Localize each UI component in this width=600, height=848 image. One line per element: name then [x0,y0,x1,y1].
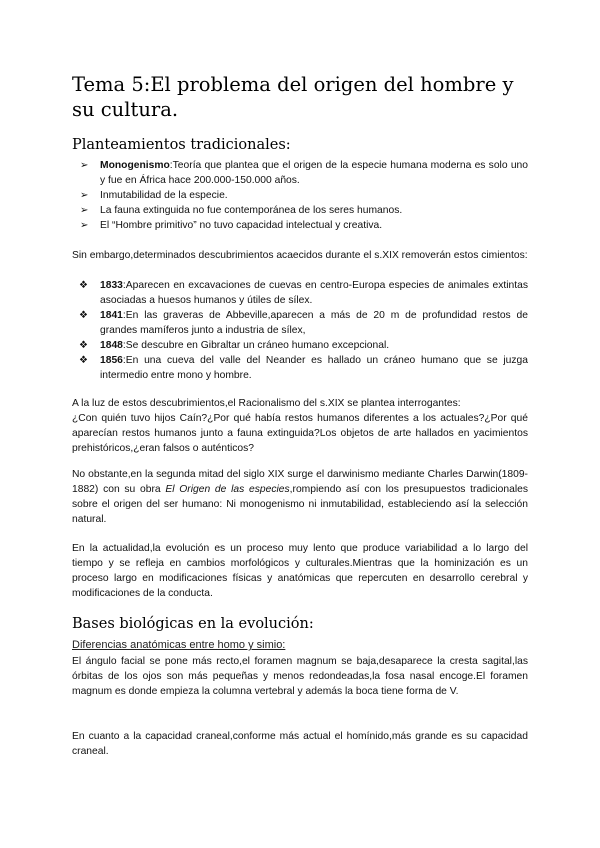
item-text: :En las graveras de Abbeville,aparecen a más de 20 m de profundidad restos de grandes mamíferos junto a industria de sílex, [100,310,528,336]
year-bold: 1833 [100,280,123,291]
diamond-bullet-icon: ❖ [79,340,88,351]
year-bold: 1856 [100,355,123,366]
section-heading-biological: Bases biológicas en la evolución: [72,616,314,632]
anatomy-paragraph: El ángulo facial se pone más recto,el foramen magnum se baja,desaparece la cresta sagital,las órbitas de los ojos son más pequeñas y menos redondeadas,la fosa nasal encoge.El foramen magnum es donde empieza la columna vertebral y además la boca tiene forma de V. [72,656,528,697]
section-heading-traditional: Planteamientos tradicionales: [72,137,291,153]
arrow-bullet-icon: ➢ [80,160,89,171]
arrow-bullet-icon: ➢ [80,205,89,216]
arrow-bullet-icon: ➢ [80,190,89,201]
item-text: :Teoría que plantea que el origen de la especie humana moderna es solo uno y fue en África hace 200.000-150.000 años. [100,160,528,186]
book-title: El Origen de las especies [165,484,290,495]
item-text: El “Hombre primitivo” no tuvo capacidad intelectual y creativa. [100,220,383,231]
term-bold: Monogenismo [100,160,170,171]
intro-paragraph: Sin embargo,determinados descubrimientos acaecidos durante el s.XIX removerán estos cimientos: [72,250,528,261]
diamond-bullet-icon: ❖ [79,280,88,291]
page-title: Tema 5:El problema del origen del hombre y su cultura. [72,73,514,121]
rationalism-paragraph [72,396,528,456]
paragraph-text: ¿Con quién tuvo hijos Caín?¿Por qué había restos humanos diferentes a los actuales?¿Por qué aparecían restos humanos junto a fauna extinguida?Los objetos de arte hallados en yacimientos prehistóricos,¿eran falsos o auténticos? [72,413,528,454]
discoveries-list [72,278,528,383]
traditional-list [72,158,528,233]
paragraph-text: ,rompiendo así con los presupuestos tradicionales sobre el origen del ser humano: Ni monogenismo ni inmutabilidad, estableciendo así la selección natural. [72,484,528,525]
year-bold: 1848 [100,340,123,351]
paragraph-line: A la luz de estos descubrimientos,el Racionalismo del s.XIX se plantea interrogantes: [72,398,461,409]
arrow-bullet-icon: ➢ [80,220,89,231]
item-text: La fauna extinguida no fue contemporánea de los seres humanos. [100,205,403,216]
list-item [72,353,528,383]
list-item [72,338,528,353]
list-item [72,158,528,188]
diamond-bullet-icon: ❖ [79,310,88,321]
subheading-anatomical: Diferencias anatómicas entre homo y simio: [72,639,286,651]
diamond-bullet-icon: ❖ [79,355,88,366]
evolution-paragraph: En la actualidad,la evolución es un proceso muy lento que produce variabilidad a lo largo del tiempo y se refleja en cambios morfológicos y culturales.Mientras que la hominización es un proceso largo en modificaciones físicas y anatómicas que repercuten en desarrollo cerebral y modificaciones de la conducta. [72,543,528,599]
list-item [72,188,528,203]
list-item [72,308,528,338]
list-item [72,218,528,233]
list-item [72,203,528,218]
darwinism-paragraph [72,467,528,527]
year-bold: 1841 [100,310,123,321]
item-text: :En una cueva del valle del Neander es hallado un cráneo humano que se juzga intermedio entre mono y hombre. [100,355,528,381]
item-text: :Aparecen en excavaciones de cuevas en centro-Europa especies de animales extintas asociadas a huesos humanos y útiles de sílex. [100,280,528,306]
item-text: :Se descubre en Gibraltar un cráneo humano excepcional. [122,340,390,351]
paragraph-text: No obstante,en la segunda mitad del siglo XIX surge el darwinismo mediante Charles Darwin(1809-1882) con su obra [72,469,528,495]
list-item [72,278,528,308]
cranial-paragraph: En cuanto a la capacidad craneal,conforme más actual el homínido,más grande es su capacidad craneal. [72,731,528,757]
item-text: Inmutabilidad de la especie. [100,190,228,201]
